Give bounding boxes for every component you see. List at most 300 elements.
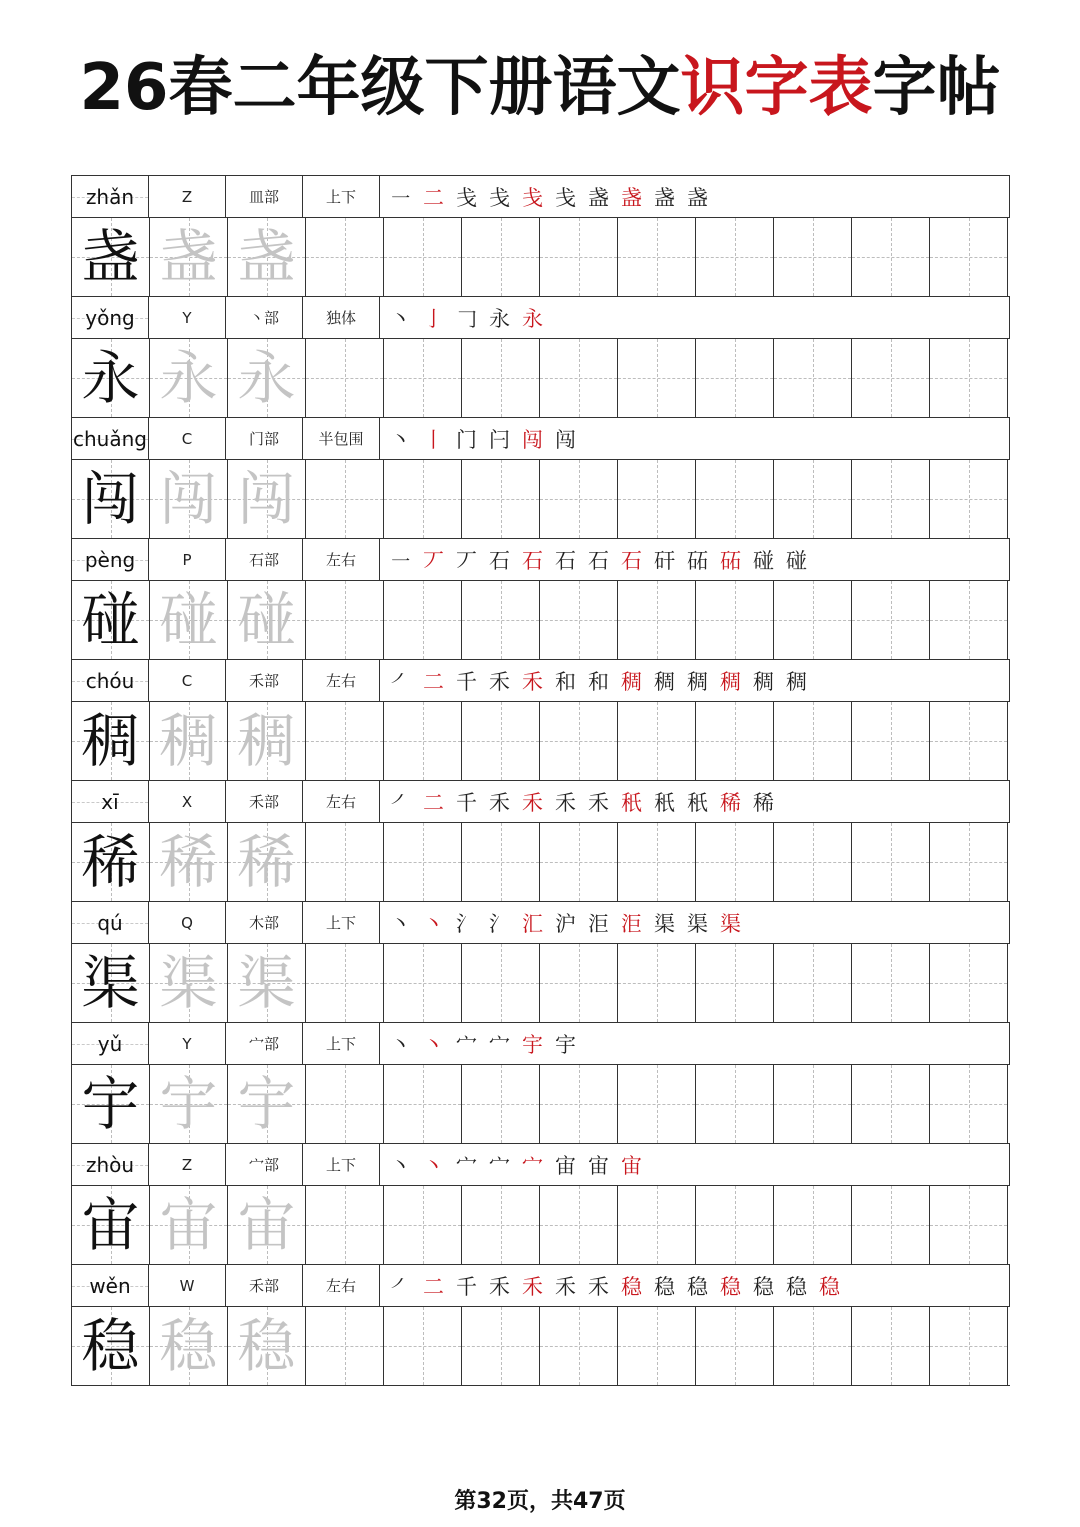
practice-box[interactable] <box>774 1307 852 1385</box>
structure-cell <box>303 1023 380 1064</box>
stroke-step: 盏 <box>621 185 642 210</box>
stroke-step: 丶 <box>390 1032 411 1057</box>
stroke-step: 稠 <box>720 669 741 694</box>
title-part-copybook: 字帖 <box>872 51 1001 125</box>
stroke-order <box>380 1144 1010 1185</box>
stroke-step: 二 <box>423 185 444 210</box>
trace-character-box <box>150 581 228 659</box>
trace-character-box <box>228 1065 306 1143</box>
radical-cell <box>226 660 303 701</box>
stroke-step: 和 <box>588 669 609 694</box>
pinyin-cell <box>72 297 149 338</box>
structure-cell <box>303 781 380 822</box>
practice-box[interactable] <box>462 460 540 538</box>
info-row <box>72 176 1010 218</box>
initial-cell-text: Z <box>181 187 193 206</box>
stroke-order <box>380 902 1010 943</box>
trace-character: 碰 <box>237 586 296 654</box>
practice-box[interactable] <box>774 218 852 296</box>
practice-box[interactable] <box>774 823 852 901</box>
writing-grid-row <box>72 1065 1010 1144</box>
radical-cell <box>226 902 303 943</box>
stroke-step: 丆 <box>423 548 444 573</box>
pinyin-cell <box>72 1023 149 1064</box>
radical-cell-text: 皿部 <box>248 188 279 206</box>
structure-cell <box>303 660 380 701</box>
practice-box[interactable] <box>852 218 930 296</box>
radical-cell-text: 丶部 <box>248 309 279 327</box>
stroke-step: 戋 <box>489 185 510 210</box>
practice-box[interactable] <box>930 218 1008 296</box>
practice-box[interactable] <box>462 1186 540 1264</box>
trace-character: 稠 <box>159 707 218 775</box>
practice-box[interactable] <box>384 702 462 780</box>
stroke-step: 𠃌 <box>456 306 477 331</box>
practice-box[interactable] <box>852 460 930 538</box>
info-row <box>72 1023 1010 1065</box>
practice-box[interactable] <box>306 460 384 538</box>
character-entry <box>72 902 1010 1023</box>
trace-character: 稳 <box>237 1312 296 1380</box>
practice-box[interactable] <box>540 702 618 780</box>
practice-box[interactable] <box>540 1307 618 1385</box>
stroke-step: 稳 <box>720 1274 741 1299</box>
initial-cell <box>149 176 226 217</box>
practice-box[interactable] <box>930 702 1008 780</box>
model-character-box <box>72 702 150 780</box>
practice-box[interactable] <box>306 944 384 1022</box>
stroke-step: 丨 <box>423 427 444 452</box>
practice-box[interactable] <box>540 581 618 659</box>
practice-box[interactable] <box>930 944 1008 1022</box>
practice-box[interactable] <box>618 218 696 296</box>
initial-cell <box>149 1023 226 1064</box>
stroke-step: 丆 <box>456 548 477 573</box>
radical-cell-text: 木部 <box>248 914 279 932</box>
initial-cell-text: Y <box>182 1034 192 1053</box>
practice-box[interactable] <box>852 1307 930 1385</box>
stroke-step: 稠 <box>687 669 708 694</box>
writing-grid-row <box>72 1307 1010 1386</box>
radical-cell-text: 门部 <box>248 430 279 448</box>
structure-cell-text: 左右 <box>325 672 356 690</box>
practice-box[interactable] <box>696 702 774 780</box>
stroke-step: 亅 <box>423 306 444 331</box>
stroke-order <box>380 660 1010 701</box>
stroke-step: 永 <box>522 306 543 331</box>
practice-box[interactable] <box>306 581 384 659</box>
practice-box[interactable] <box>540 218 618 296</box>
trace-character: 盏 <box>159 223 218 291</box>
initial-cell <box>149 539 226 580</box>
practice-box[interactable] <box>540 339 618 417</box>
stroke-step: 宀 <box>489 1032 510 1057</box>
stroke-step: 稀 <box>720 790 741 815</box>
stroke-order <box>380 539 1010 580</box>
model-character-box <box>72 944 150 1022</box>
practice-box[interactable] <box>384 823 462 901</box>
practice-box[interactable] <box>462 1065 540 1143</box>
pinyin-cell-text: pèng <box>84 547 136 572</box>
model-character-box <box>72 581 150 659</box>
stroke-step: 禾 <box>555 1274 576 1299</box>
trace-character-box <box>228 944 306 1022</box>
practice-box[interactable] <box>306 1307 384 1385</box>
trace-character: 碰 <box>159 586 218 654</box>
stroke-step: ㇒ <box>390 1274 411 1299</box>
practice-box[interactable] <box>852 702 930 780</box>
stroke-step: 门 <box>456 427 477 452</box>
practice-box[interactable] <box>462 1307 540 1385</box>
practice-box[interactable] <box>462 823 540 901</box>
structure-cell-text: 左右 <box>325 551 356 569</box>
structure-cell <box>303 297 380 338</box>
pinyin-cell <box>72 1265 149 1306</box>
trace-character-box <box>228 581 306 659</box>
practice-box[interactable] <box>306 339 384 417</box>
practice-box[interactable] <box>618 339 696 417</box>
info-row <box>72 660 1010 702</box>
structure-cell-text: 半包围 <box>318 430 364 448</box>
pinyin-cell <box>72 539 149 580</box>
trace-character-box <box>150 460 228 538</box>
practice-box[interactable] <box>540 460 618 538</box>
stroke-step: 稳 <box>621 1274 642 1299</box>
radical-cell-text: 石部 <box>248 551 279 569</box>
practice-box[interactable] <box>696 218 774 296</box>
stroke-step: 碰 <box>753 548 774 573</box>
stroke-step: 沪 <box>555 911 576 936</box>
model-character: 稠 <box>81 707 140 775</box>
page-footer: 第32页，共47页 <box>454 1489 626 1514</box>
practice-box[interactable] <box>384 581 462 659</box>
initial-cell <box>149 1265 226 1306</box>
practice-box[interactable] <box>774 460 852 538</box>
trace-character-box <box>150 944 228 1022</box>
practice-box[interactable] <box>540 1186 618 1264</box>
pinyin-cell-text: chuǎng <box>73 426 147 451</box>
trace-character: 盏 <box>237 223 296 291</box>
stroke-step: 矸 <box>654 548 675 573</box>
title-part-grade: 26春二年级下册语文 <box>79 51 681 125</box>
stroke-step: 秖 <box>654 790 675 815</box>
trace-character: 闯 <box>159 465 218 533</box>
practice-box[interactable] <box>852 944 930 1022</box>
pinyin-cell <box>72 781 149 822</box>
stroke-step: ㇐ <box>390 185 411 210</box>
character-entry <box>72 1023 1010 1144</box>
pinyin-cell <box>72 902 149 943</box>
pinyin-cell-text: yǒng <box>85 305 135 330</box>
stroke-step: 盏 <box>654 185 675 210</box>
info-row <box>72 781 1010 823</box>
practice-box[interactable] <box>774 1186 852 1264</box>
stroke-step: 宙 <box>621 1153 642 1178</box>
stroke-order <box>380 1265 1010 1306</box>
model-character-box <box>72 339 150 417</box>
stroke-step: 丶 <box>423 1153 444 1178</box>
stroke-step: 戋 <box>456 185 477 210</box>
stroke-step: 稠 <box>621 669 642 694</box>
structure-cell-text: 上下 <box>325 188 356 206</box>
pinyin-cell-text: zhǎn <box>85 184 135 209</box>
radical-cell <box>226 297 303 338</box>
stroke-order <box>380 297 1010 338</box>
writing-grid-row <box>72 218 1010 297</box>
initial-cell-text: C <box>181 671 193 690</box>
model-character: 宇 <box>81 1070 140 1138</box>
structure-cell <box>303 1265 380 1306</box>
initial-cell <box>149 418 226 459</box>
radical-cell-text: 禾部 <box>248 1277 279 1295</box>
stroke-step: 稳 <box>819 1274 840 1299</box>
trace-character-box <box>150 702 228 780</box>
initial-cell-text: C <box>181 429 193 448</box>
stroke-step: 禾 <box>489 669 510 694</box>
trace-character-box <box>228 1186 306 1264</box>
radical-cell-text: 宀部 <box>248 1035 279 1053</box>
writing-grid-row <box>72 823 1010 902</box>
stroke-step: 和 <box>555 669 576 694</box>
stroke-step: 宙 <box>588 1153 609 1178</box>
initial-cell-text: Q <box>181 913 193 932</box>
stroke-step: 二 <box>423 1274 444 1299</box>
model-character: 碰 <box>81 586 140 654</box>
stroke-step: 渠 <box>654 911 675 936</box>
stroke-step: 禾 <box>522 790 543 815</box>
practice-box[interactable] <box>306 702 384 780</box>
stroke-step: 石 <box>522 548 543 573</box>
practice-box[interactable] <box>696 581 774 659</box>
stroke-step: 二 <box>423 669 444 694</box>
stroke-step: 丶 <box>390 911 411 936</box>
stroke-step: 稠 <box>753 669 774 694</box>
practice-box[interactable] <box>696 823 774 901</box>
practice-box[interactable] <box>462 339 540 417</box>
practice-box[interactable] <box>384 460 462 538</box>
practice-box[interactable] <box>540 1065 618 1143</box>
practice-box[interactable] <box>774 944 852 1022</box>
practice-box[interactable] <box>930 823 1008 901</box>
practice-box[interactable] <box>930 339 1008 417</box>
model-character: 渠 <box>81 949 140 1017</box>
character-entry <box>72 176 1010 297</box>
practice-box[interactable] <box>852 1186 930 1264</box>
practice-box[interactable] <box>462 944 540 1022</box>
character-entry <box>72 418 1010 539</box>
initial-cell-text: P <box>182 550 192 569</box>
trace-character: 稳 <box>159 1312 218 1380</box>
trace-character-box <box>150 339 228 417</box>
stroke-step: 闯 <box>555 427 576 452</box>
radical-cell <box>226 1144 303 1185</box>
practice-box[interactable] <box>696 1307 774 1385</box>
trace-character-box <box>228 1307 306 1385</box>
trace-character: 稠 <box>237 707 296 775</box>
practice-box[interactable] <box>618 1307 696 1385</box>
stroke-step: 千 <box>456 669 477 694</box>
stroke-step: 戋 <box>555 185 576 210</box>
structure-cell-text: 上下 <box>325 1156 356 1174</box>
practice-box[interactable] <box>384 339 462 417</box>
stroke-step: 闩 <box>489 427 510 452</box>
practice-box[interactable] <box>618 702 696 780</box>
stroke-step: 石 <box>588 548 609 573</box>
practice-box[interactable] <box>618 460 696 538</box>
practice-box[interactable] <box>384 944 462 1022</box>
practice-box[interactable] <box>696 1186 774 1264</box>
stroke-step: 稠 <box>786 669 807 694</box>
stroke-step: 稳 <box>687 1274 708 1299</box>
initial-cell <box>149 781 226 822</box>
practice-box[interactable] <box>774 339 852 417</box>
info-row <box>72 297 1010 339</box>
trace-character-box <box>150 1186 228 1264</box>
practice-box[interactable] <box>618 1065 696 1143</box>
pinyin-cell-text: qú <box>97 910 123 935</box>
practice-box[interactable] <box>384 1186 462 1264</box>
practice-box[interactable] <box>618 581 696 659</box>
stroke-step: 禾 <box>522 1274 543 1299</box>
stroke-step: 宀 <box>522 1153 543 1178</box>
structure-cell-text: 左右 <box>325 793 356 811</box>
trace-character: 渠 <box>237 949 296 1017</box>
practice-box[interactable] <box>696 1065 774 1143</box>
stroke-step: 汇 <box>522 911 543 936</box>
initial-cell <box>149 902 226 943</box>
trace-character-box <box>228 460 306 538</box>
trace-character-box <box>150 823 228 901</box>
stroke-step: 稀 <box>753 790 774 815</box>
trace-character: 渠 <box>159 949 218 1017</box>
practice-box[interactable] <box>930 1186 1008 1264</box>
trace-character: 宙 <box>159 1191 218 1259</box>
practice-box[interactable] <box>930 1307 1008 1385</box>
info-row <box>72 1144 1010 1186</box>
stroke-step: 宀 <box>456 1032 477 1057</box>
pinyin-cell <box>72 660 149 701</box>
practice-box[interactable] <box>462 218 540 296</box>
pinyin-cell-text: xī <box>101 789 119 814</box>
stroke-step: 稠 <box>654 669 675 694</box>
practice-box[interactable] <box>618 944 696 1022</box>
pinyin-cell <box>72 418 149 459</box>
trace-character-box <box>228 218 306 296</box>
radical-cell-text: 宀部 <box>248 1156 279 1174</box>
stroke-step: 石 <box>489 548 510 573</box>
stroke-step: 洰 <box>621 911 642 936</box>
copybook-sheet <box>71 175 1010 1386</box>
practice-box[interactable] <box>384 1065 462 1143</box>
stroke-step: 禾 <box>489 790 510 815</box>
trace-character: 闯 <box>237 465 296 533</box>
practice-box[interactable] <box>618 1186 696 1264</box>
stroke-step: 盏 <box>588 185 609 210</box>
stroke-step: 宙 <box>555 1153 576 1178</box>
practice-box[interactable] <box>774 581 852 659</box>
radical-cell <box>226 1265 303 1306</box>
practice-box[interactable] <box>462 702 540 780</box>
practice-box[interactable] <box>384 1307 462 1385</box>
practice-box[interactable] <box>306 823 384 901</box>
structure-cell-text: 上下 <box>325 1035 356 1053</box>
practice-box[interactable] <box>462 581 540 659</box>
practice-box[interactable] <box>696 944 774 1022</box>
writing-grid-row <box>72 339 1010 418</box>
trace-character-box <box>228 823 306 901</box>
stroke-step: 洰 <box>588 911 609 936</box>
trace-character: 稀 <box>237 828 296 896</box>
practice-box[interactable] <box>306 1065 384 1143</box>
stroke-step: 禾 <box>522 669 543 694</box>
stroke-step: 丶 <box>423 1032 444 1057</box>
stroke-step: 秖 <box>621 790 642 815</box>
practice-box[interactable] <box>306 218 384 296</box>
stroke-step: 石 <box>555 548 576 573</box>
stroke-step: 宀 <box>489 1153 510 1178</box>
stroke-step: 丶 <box>423 911 444 936</box>
radical-cell <box>226 418 303 459</box>
stroke-step: 禾 <box>489 1274 510 1299</box>
radical-cell-text: 禾部 <box>248 672 279 690</box>
practice-box[interactable] <box>930 581 1008 659</box>
practice-box[interactable] <box>306 1186 384 1264</box>
practice-box[interactable] <box>852 1065 930 1143</box>
model-character-box <box>72 460 150 538</box>
stroke-step: 千 <box>456 790 477 815</box>
initial-cell <box>149 297 226 338</box>
writing-grid-row <box>72 581 1010 660</box>
character-entry <box>72 781 1010 902</box>
trace-character: 宙 <box>237 1191 296 1259</box>
radical-cell <box>226 176 303 217</box>
character-entry <box>72 297 1010 418</box>
practice-box[interactable] <box>852 339 930 417</box>
stroke-step: 氵 <box>489 911 510 936</box>
stroke-step: 砳 <box>720 548 741 573</box>
stroke-order <box>380 781 1010 822</box>
practice-box[interactable] <box>852 581 930 659</box>
character-entry <box>72 660 1010 781</box>
model-character-box <box>72 218 150 296</box>
practice-box[interactable] <box>852 823 930 901</box>
practice-box[interactable] <box>618 823 696 901</box>
practice-box[interactable] <box>774 1065 852 1143</box>
initial-cell-text: Y <box>182 308 192 327</box>
initial-cell-text: W <box>179 1276 195 1295</box>
info-row <box>72 1265 1010 1307</box>
model-character-box <box>72 823 150 901</box>
stroke-step: 砳 <box>687 548 708 573</box>
practice-box[interactable] <box>696 460 774 538</box>
model-character: 永 <box>81 344 140 412</box>
info-row <box>72 418 1010 460</box>
stroke-step: ㇒ <box>390 790 411 815</box>
practice-box[interactable] <box>540 944 618 1022</box>
structure-cell <box>303 176 380 217</box>
practice-box[interactable] <box>540 823 618 901</box>
practice-box[interactable] <box>930 460 1008 538</box>
pinyin-cell-text: yǔ <box>97 1031 123 1056</box>
stroke-step: 宀 <box>456 1153 477 1178</box>
practice-box[interactable] <box>384 218 462 296</box>
practice-box[interactable] <box>696 339 774 417</box>
info-row <box>72 539 1010 581</box>
stroke-order <box>380 418 1010 459</box>
practice-box[interactable] <box>930 1065 1008 1143</box>
stroke-step: 戋 <box>522 185 543 210</box>
practice-box[interactable] <box>774 702 852 780</box>
